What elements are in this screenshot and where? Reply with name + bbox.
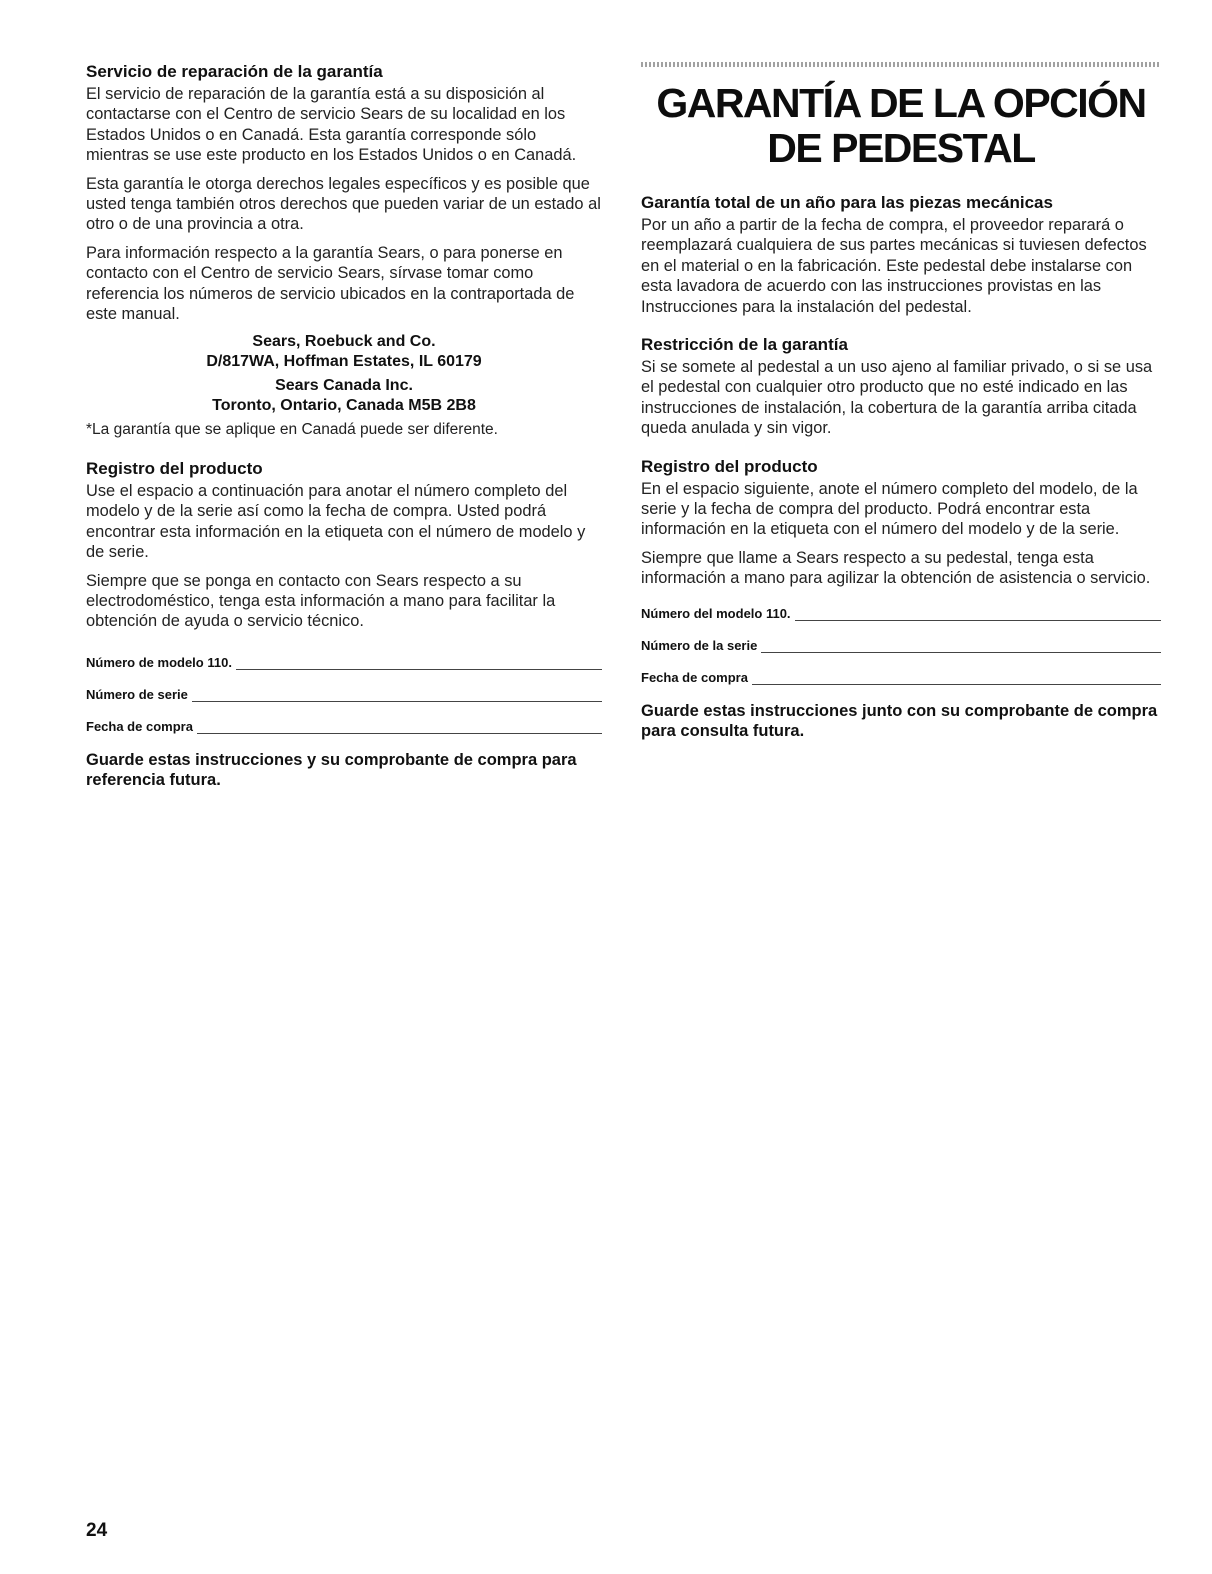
purchase-date-field[interactable]: [86, 714, 602, 734]
pedestal-purchase-date-field[interactable]: [641, 665, 1161, 685]
pedestal-serial-number-field[interactable]: [641, 633, 1161, 653]
page-number: 24: [86, 1520, 108, 1541]
address-line-1: Sears, Roebuck and Co.: [252, 333, 436, 351]
warranty-service-paragraph-2: Esta garantía le otorga derechos legales específicos y es posible que usted tenga también otros derechos que pueden variar de un estado al otro o de una provincia a otra.: [86, 174, 601, 234]
pedestal-model-number-line[interactable]: [795, 606, 1161, 621]
pedestal-model-number-label: Número del modelo 110.: [641, 605, 791, 621]
model-number-line[interactable]: [236, 655, 602, 670]
pedestal-model-number-field[interactable]: [641, 601, 1161, 621]
one-year-warranty-heading: Garantía total de un año para las piezas mecánicas: [641, 193, 1053, 212]
page-title: [641, 81, 1161, 171]
pedestal-registration-paragraph-1: En el espacio siguiente, anote el número completo del modelo, de la serie y la fecha de compra del producto. Podrá encontrar esta información en la etiqueta con el número del modelo y de la serie.: [641, 479, 1138, 539]
page-title-line-1: GARANTÍA DE LA OPCIÓN: [656, 80, 1146, 126]
purchase-date-label: Fecha de compra: [86, 718, 193, 734]
product-registration-paragraph-2: Siempre que se ponga en contacto con Sears respecto a su electrodoméstico, tenga esta información a mano para facilitar la obtención de ayuda o servicio técnico.: [86, 571, 556, 631]
model-number-label: Número de modelo 110.: [86, 654, 232, 670]
canada-note: *La garantía que se aplique en Canadá puede ser diferente.: [86, 421, 498, 439]
sears-address-block: [86, 332, 602, 416]
right-column: [641, 62, 1161, 741]
dotted-rule: [641, 62, 1161, 67]
warranty-restriction-section: [641, 335, 1161, 439]
pedestal-registration-heading: Registro del producto: [641, 456, 818, 476]
serial-number-line[interactable]: [192, 687, 602, 702]
address-line-2: D/817WA, Hoffman Estates, IL 60179: [206, 353, 482, 371]
pedestal-purchase-date-label: Fecha de compra: [641, 669, 748, 685]
serial-number-field[interactable]: [86, 682, 602, 702]
warranty-service-paragraph-3: Para información respecto a la garantía Sears, o para ponerse en contacto con el Centro de servicio Sears, sírvase tomar como referencia los números de servicio ubicados en la contraportada de este manual.: [86, 243, 575, 324]
pedestal-serial-number-label: Número de la serie: [641, 637, 758, 653]
pedestal-registration-section: [641, 457, 1161, 589]
pedestal-registration-paragraph-2: Siempre que llame a Sears respecto a su pedestal, tenga esta información a mano para agilizar la obtención de asistencia o servicio.: [641, 548, 1151, 588]
left-column: [86, 62, 602, 790]
pedestal-save-instructions-note: Guarde estas instrucciones junto con su comprobante de compra para consulta futura.: [641, 701, 1158, 740]
warranty-restriction-paragraph: Si se somete al pedestal a un uso ajeno al familiar privado, o si se usa el pedestal con cualquier otro producto que no esté indicado en las instrucciones de instalación, la cobertura de la garantía arriba citada queda anulada y sin vigor.: [641, 358, 1153, 438]
warranty-service-paragraph-1: El servicio de reparación de la garantía está a su disposición al contactarse con el Centro de servicio Sears de su localidad en los Estados Unidos o en Canadá. Esta garantía corresponde sólo mientras se use este producto en los Estados Unidos o en Canadá.: [86, 85, 577, 165]
page-title-line-2: DE PEDESTAL: [767, 125, 1035, 171]
address-line-4: Toronto, Ontario, Canada M5B 2B8: [212, 397, 476, 415]
warranty-service-heading: Servicio de reparación de la garantía: [86, 62, 383, 81]
purchase-date-line[interactable]: [197, 719, 602, 734]
product-registration-section: [86, 459, 602, 632]
product-registration-paragraph-1: Use el espacio a continuación para anotar el número completo del modelo y de la serie así como la fecha de compra. Usted podrá encontrar esta información en la etiqueta con el número de modelo y de serie.: [86, 481, 586, 562]
save-instructions-note: Guarde estas instrucciones y su comprobante de compra para referencia futura.: [86, 750, 577, 789]
product-registration-heading: Registro del producto: [86, 458, 263, 478]
serial-number-label: Número de serie: [86, 686, 188, 702]
pedestal-serial-number-line[interactable]: [761, 638, 1161, 653]
pedestal-purchase-date-line[interactable]: [752, 670, 1161, 685]
model-number-field[interactable]: [86, 650, 602, 670]
warranty-restriction-heading: Restricción de la garantía: [641, 335, 848, 355]
address-line-3: Sears Canada Inc.: [275, 377, 413, 395]
one-year-warranty-paragraph: Por un año a partir de la fecha de compra, el proveedor reparará o reemplazará cualquiera de sus partes mecánicas si tuviesen defectos en el material o en la fabricación. Este pedestal debe instalarse con esta lavadora de acuerdo con las instrucciones provistas en las Instrucciones para la instalación del pedestal.: [641, 216, 1147, 316]
